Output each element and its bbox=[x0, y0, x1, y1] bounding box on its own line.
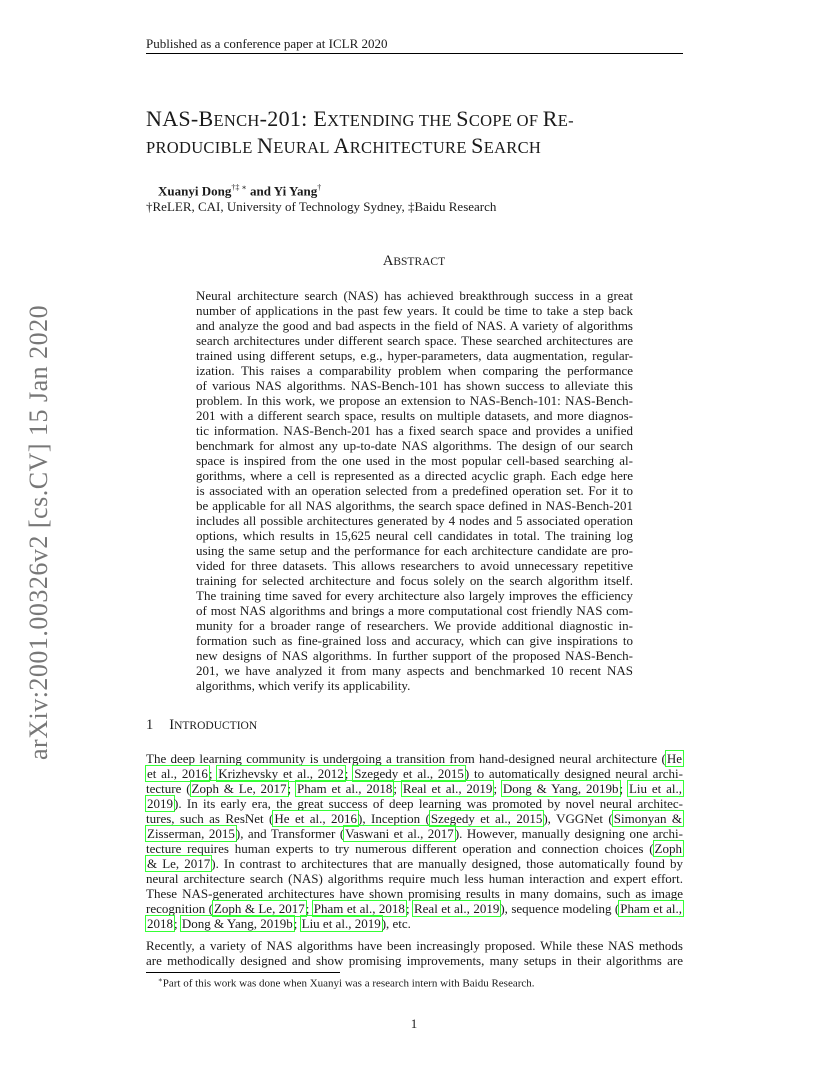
author-name: and Yi Yang bbox=[250, 183, 318, 199]
text-line: Recently, a variety of NAS algorithms have been increasingly proposed. While these NAS methods bbox=[146, 938, 683, 953]
abstract-line: new designs of NAS algorithms. In further support of the proposed NAS-Bench- bbox=[196, 648, 633, 663]
author-name: Xuanyi Dong bbox=[158, 183, 232, 199]
arxiv-identifier-stamp[interactable]: arXiv:2001.00326v2 [cs.CV] 15 Jan 2020 bbox=[24, 304, 53, 760]
abstract-line: formation such as fine-grained loss and accuracy, which can give inspirations to bbox=[196, 633, 633, 648]
citation-link[interactable]: Krizhevsky et al., 2012 bbox=[218, 766, 344, 781]
abstract-line: algorithms, which verify its applicability. bbox=[196, 678, 411, 693]
abstract-line: 201 with a different search space, results on multiple datasets, and more diagnos- bbox=[196, 408, 633, 423]
text-line: tecture requires human experts to try numerous different operation and connection choices (Zoph bbox=[146, 841, 682, 856]
citation-link[interactable]: He et al., 2016 bbox=[274, 811, 358, 826]
abstract-line: gorithms, where a cell is represented as a directed acyclic graph. Each edge here bbox=[196, 468, 633, 483]
paper-title-line-2: PRODUCIBLE NEURAL ARCHITECTURE SEARCH bbox=[146, 133, 542, 158]
abstract-line: The training time saved for every architecture also largely improves the efficiency bbox=[196, 588, 633, 603]
author-affiliation: †ReLER, CAI, University of Technology Sydney, ‡Baidu Research bbox=[146, 199, 497, 214]
footnote: ∗Part of this work was done when Xuanyi was a research intern with Baidu Research. bbox=[158, 976, 535, 990]
citation-link[interactable]: Zoph bbox=[654, 841, 682, 856]
abstract-line: ization. This raises a comparability problem when comparing the performance bbox=[196, 363, 633, 378]
citation-link[interactable]: Pham et al., bbox=[620, 901, 682, 916]
text-line: Zisserman, 2015), and Transformer (Vaswani et al., 2017). However, manually designing one archi- bbox=[147, 826, 684, 841]
citation-link[interactable]: Zoph & Le, 2017 bbox=[191, 781, 287, 796]
text-line: recognition (Zoph & Le, 2017; Pham et al., 2018; Real et al., 2019), sequence modeling (Pham et al., bbox=[146, 901, 682, 916]
abstract-line: Neural architecture search (NAS) has achieved breakthrough success in a great bbox=[196, 288, 633, 303]
text-line: The deep learning community is undergoing a transition from hand-designed neural architecture (He bbox=[146, 751, 682, 766]
citation-link[interactable]: et al., 2016 bbox=[147, 766, 208, 781]
citation-link[interactable]: Zoph & Le, 2017 bbox=[213, 901, 305, 916]
citation-link[interactable]: Real et al., 2019 bbox=[413, 901, 500, 916]
citation-link[interactable]: 2019 bbox=[147, 796, 173, 811]
text-line: tures, such as ResNet (He et al., 2016), Inception (Szegedy et al., 2015), VGGNet (Simonyan & bbox=[146, 811, 683, 826]
citation-link[interactable]: & Le, 2017 bbox=[147, 856, 211, 871]
text-line: 2018; Dong & Yang, 2019b; Liu et al., 2019), etc. bbox=[147, 916, 411, 931]
text-line: neural architecture search (NAS) algorithms require much less human interaction and expert effort. bbox=[146, 871, 683, 886]
abstract-line: is associated with an operation selected from a predefined operation set. For it to bbox=[196, 483, 633, 498]
citation-link[interactable]: Szegedy et al., 2015 bbox=[354, 766, 464, 781]
footnote-rule bbox=[146, 972, 340, 973]
abstract-line: space is inspired from the one used in the most popular cell-based searching al- bbox=[196, 453, 633, 468]
text-line: et al., 2016; Krizhevsky et al., 2012; Szegedy et al., 2015) to automatically designed neural archi- bbox=[147, 766, 683, 781]
abstract-line: number of applications in the past few years. It could be time to take a step back bbox=[196, 303, 633, 318]
page-number: 1 bbox=[410, 1016, 418, 1031]
abstract-line: options, which results in 15,625 neural cell candidates in total. The training log bbox=[196, 528, 633, 543]
abstract-line: search architectures under different search space. These searched architectures are bbox=[196, 333, 633, 348]
citation-link[interactable]: Vaswani et al., 2017 bbox=[345, 826, 454, 841]
author-list: Xuanyi Dong†‡ ∗ and Yi Yang† bbox=[158, 183, 322, 199]
citation-link[interactable]: Dong & Yang, 2019b bbox=[181, 916, 293, 931]
section-heading-introduction: 1 INTRODUCTION bbox=[146, 717, 258, 733]
abstract-line: trained using different setups, e.g., hyper-parameters, data augmentation, regular- bbox=[196, 348, 633, 363]
abstract-line: and analyze the good and bad aspects in the field of NAS. A variety of algorithms bbox=[196, 318, 633, 333]
abstract-line: 201, we have analyzed it from many aspects and benchmarked 10 recent NAS bbox=[196, 663, 633, 678]
abstract-line: training for selected architecture and focus solely on the search algorithm itself. bbox=[196, 573, 633, 588]
citation-link[interactable]: Zisserman, 2015 bbox=[147, 826, 235, 841]
citation-link[interactable]: Dong & Yang, 2019b bbox=[502, 781, 619, 796]
abstract-line: includes all possible architectures generated by 4 nodes and 5 associated operation bbox=[196, 513, 633, 528]
abstract-line: vided for three datasets. This allows researchers to avoid unnecessary repetitive bbox=[196, 558, 633, 573]
abstract-line: of various NAS algorithms. NAS-Bench-101 has shown success to alleviate this bbox=[196, 378, 633, 393]
abstract-line: using the same setup and the performance for each architecture candidate are pro- bbox=[196, 543, 633, 558]
abstract-line: be applicable for all NAS algorithms, the search space defined in NAS-Bench-201 bbox=[196, 498, 633, 513]
citation-link[interactable]: Real et al., 2019 bbox=[402, 781, 493, 796]
abstract-line: tic information. NAS-Bench-201 has a fixed search space and provides a unified bbox=[196, 423, 633, 438]
text-line: tecture (Zoph & Le, 2017; Pham et al., 2018; Real et al., 2019; Dong & Yang, 2019b; Liu et al., bbox=[146, 781, 682, 796]
citation-link[interactable]: Liu et al., 2019 bbox=[301, 916, 381, 931]
text-line: 2019). In its early era, the great success of deep learning was promoted by novel neural architec- bbox=[147, 796, 683, 811]
running-head: Published as a conference paper at ICLR 2020 bbox=[146, 36, 388, 51]
citation-link[interactable]: Szegedy et al., 2015 bbox=[430, 811, 543, 826]
abstract-heading: ABSTRACT bbox=[382, 253, 446, 269]
citation-link[interactable]: Pham et al., 2018 bbox=[297, 781, 393, 796]
citation-link[interactable]: Pham et al., 2018 bbox=[313, 901, 405, 916]
citation-link[interactable]: Simonyan & bbox=[613, 811, 683, 826]
abstract-line: of most NAS algorithms and brings a more computational cost friendly NAS com- bbox=[196, 603, 633, 618]
abstract-line: munity for a broader range of researchers. We provide additional diagnostic in- bbox=[196, 618, 633, 633]
text-line: These NAS-generated architectures have shown promising results in many domains, such as image bbox=[146, 886, 683, 901]
citation-link[interactable]: Liu et al., bbox=[628, 781, 682, 796]
abstract-line: problem. In this work, we propose an extension to NAS-Bench-101: NAS-Bench- bbox=[196, 393, 633, 408]
paper-title-line-1: NAS-BENCH-201: EXTENDING THE SCOPE OF RE- bbox=[146, 106, 574, 131]
abstract-line: benchmark for almost any up-to-date NAS algorithms. The design of our search bbox=[196, 438, 633, 453]
header-rule bbox=[146, 53, 683, 54]
citation-link[interactable]: 2018 bbox=[147, 916, 173, 931]
text-line: & Le, 2017). In contrast to architectures that are manually designed, those automatically found by bbox=[147, 856, 683, 871]
citation-link[interactable]: He bbox=[666, 751, 682, 766]
text-line: are methodically designed and show promising improvements, many setups in their algorithms are bbox=[146, 953, 683, 968]
